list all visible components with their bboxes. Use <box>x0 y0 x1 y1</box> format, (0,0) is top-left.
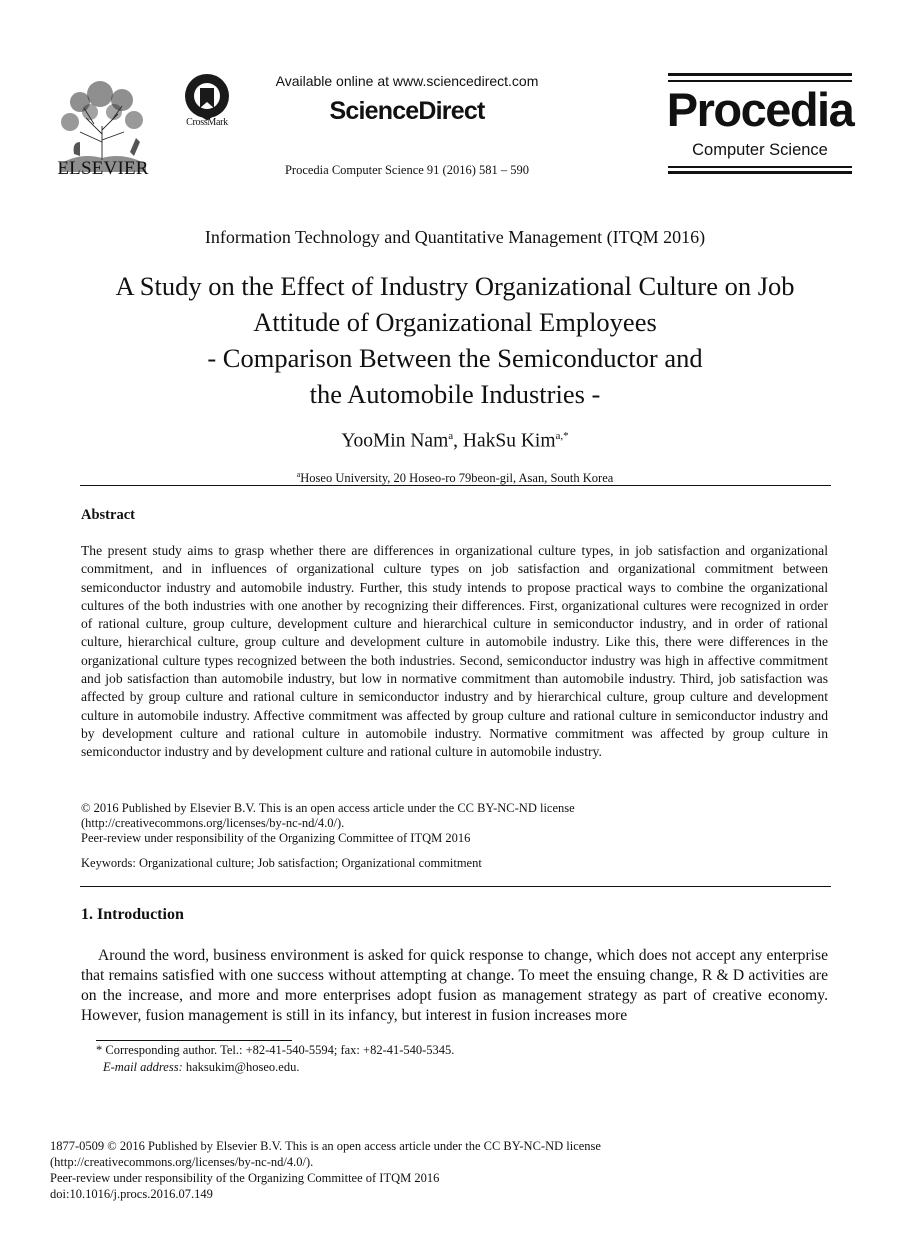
conference-name: Information Technology and Quantitative Management (ITQM 2016) <box>204 227 706 247</box>
author-affil-mark: a <box>448 430 454 442</box>
procedia-subtitle: Computer Science <box>692 141 828 159</box>
author-name: HakSu Kim <box>462 430 556 452</box>
journal-reference: Procedia Computer Science 91 (2016) 581 – 590 <box>284 163 530 177</box>
procedia-bottom-rule-2 <box>668 171 852 174</box>
procedia-title: Procedia <box>666 83 854 136</box>
author-affil-mark: a,* <box>555 430 569 442</box>
divider <box>80 886 831 887</box>
title-line: the Automobile Industries - <box>309 379 601 409</box>
affiliation-text: Hoseo University, 20 Hoseo-ro 79beon-gil, Asan, South Korea <box>300 471 614 486</box>
author-separator: , <box>453 430 463 452</box>
paper-title <box>60 268 850 412</box>
title-line: - Comparison Between the Semiconductor and <box>207 343 703 373</box>
peer-review-line: Peer-review under responsibility of the Organizing Committee of ITQM 2016 <box>81 831 471 845</box>
introduction-text: Around the word, business environment is asked for quick response to change, which does not accept any enterprise that remains satisfied with one success without attempting at change. To meet the ensuing change, R & D activities are on the increase, and more and more enterprises adopt fusion as management strategy as part of creative economy. However, fusion management is still in its infancy, but interest in fusion increases more <box>81 947 828 1024</box>
abstract-heading: Abstract <box>81 507 135 523</box>
email-label: E-mail address: <box>103 1060 183 1074</box>
footnote-rule <box>96 1040 292 1041</box>
author-name: YooMin Nam <box>341 430 449 452</box>
corresponding-author-note: * Corresponding author. Tel.: +82-41-540-5594; fax: +82-41-540-5345. <box>96 1043 455 1057</box>
abstract-text: The present study aims to grasp whether there are differences in organizational culture types, in job satisfaction and organizational commitment, and in influences of organizational culture types on job satisfaction and organizational commitment between semiconductor industry and automobile industry. Further, this study intends to propose practical ways to combine the organizational cultures of the both industries with one another by recognizing their differences. First, organizational cultures were recognized in order of rational culture, group culture, development culture and hierarchical culture in semiconductor industry, and in order of rational culture, hierarchical culture, group culture and development culture in automobile industry. Like this, there were differences in the organizational culture types recognized between the both industries. Second, semiconductor industry was high in affective commitment and job satisfaction than automobile industry, but low in normative commitment than automobile industry. Third, job satisfaction was affected by group culture and rational culture in semiconductor industry and by hierarchical culture, group culture and development culture in automobile industry. Affective commitment was affected by group culture and rational culture in semiconductor industry and by development culture and rational culture in automobile industry. Normative commitment was affected by group culture in semiconductor industry and by development culture and rational culture in automobile industry. <box>81 543 828 760</box>
affiliation <box>60 470 850 486</box>
title-line: Attitude of Organizational Employees <box>253 307 657 337</box>
publication-meta <box>50 1138 810 1202</box>
peer-review-line: Peer-review under responsibility of the Organizing Committee of ITQM 2016 <box>50 1171 440 1185</box>
copyright-line: 1877-0509 © 2016 Published by Elsevier B.V. This is an open access article under the CC BY-NC-ND license <box>50 1139 601 1153</box>
procedia-top-rule-1 <box>668 73 852 76</box>
crossmark-label: CrossMark <box>186 117 228 128</box>
license-block <box>81 801 828 846</box>
divider <box>80 485 831 486</box>
email-address[interactable]: haksukim@hoseo.edu. <box>182 1060 300 1074</box>
author-list <box>60 430 850 453</box>
doi[interactable]: doi:10.1016/j.procs.2016.07.149 <box>50 1187 213 1201</box>
title-line: A Study on the Effect of Industry Organizational Culture on Job <box>115 271 795 301</box>
sciencedirect-brand[interactable]: ScienceDirect <box>329 97 485 125</box>
available-online-text[interactable]: Available online at www.sciencedirect.com <box>275 73 539 89</box>
procedia-bottom-rule-1 <box>668 166 852 168</box>
license-line: © 2016 Published by Elsevier B.V. This is an open access article under the CC BY-NC-ND license <box>81 801 575 815</box>
section-heading-introduction: 1. Introduction <box>81 906 184 923</box>
email-note <box>103 1060 299 1075</box>
license-link[interactable]: (http://creativecommons.org/licenses/by-nc-nd/4.0/). <box>50 1155 314 1169</box>
procedia-top-rule-2 <box>668 80 852 82</box>
affiliation-mark: a <box>296 470 301 479</box>
publisher-wordmark: ELSEVIER <box>57 158 149 179</box>
license-link[interactable]: (http://creativecommons.org/licenses/by-nc-nd/4.0/). <box>81 816 345 830</box>
keywords: Keywords: Organizational culture; Job satisfaction; Organizational commitment <box>81 856 482 870</box>
